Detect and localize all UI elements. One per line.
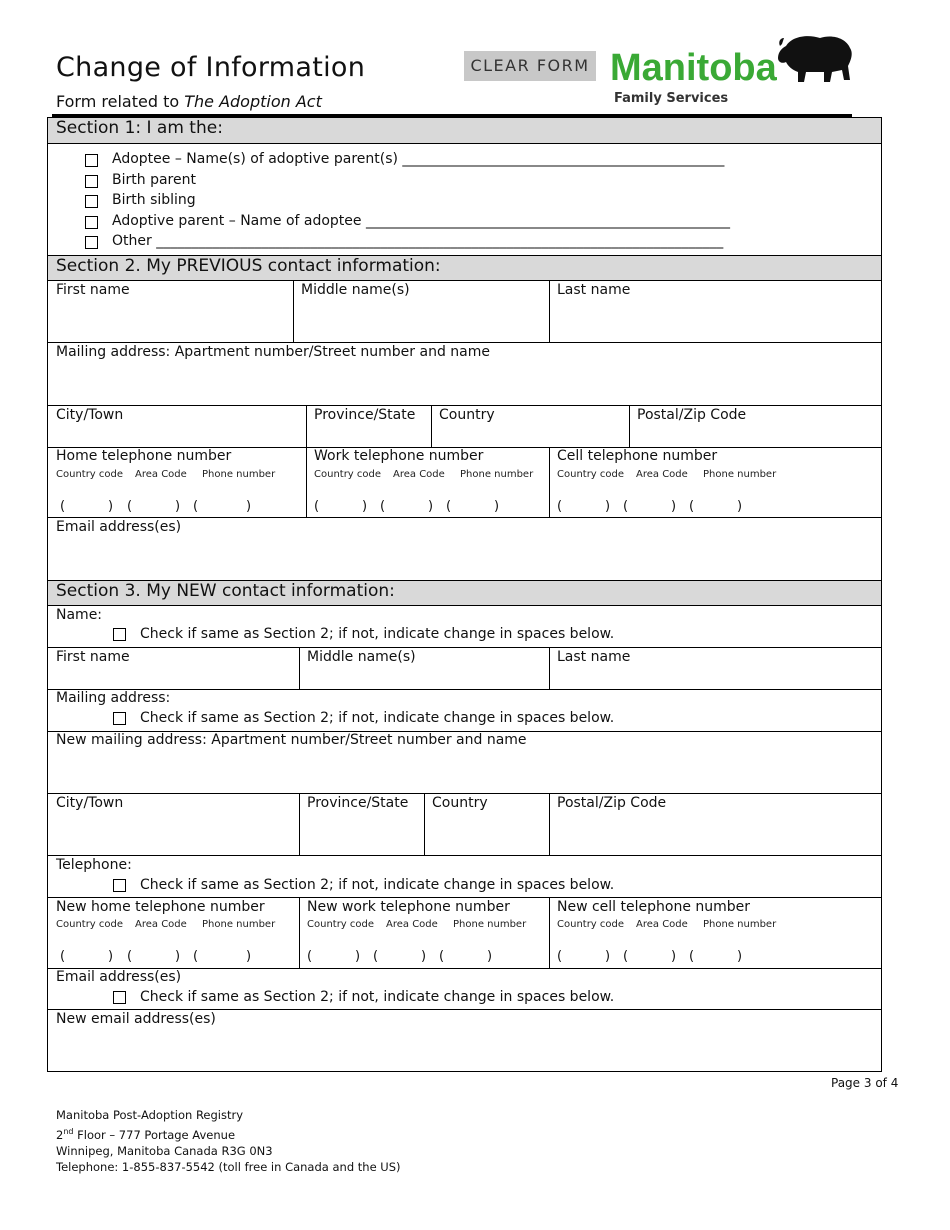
- form-table: Section 1: I am the: Adoptee – Name(s) of adoptive parent(s) ______________________________________________ Birth parent Birth sibling Adoptive parent – Name of adoptee ____________________________________________________ Other _________________________________________________________________________________ Section 2. My PREVIOUS contact information: First name Middle name(s) Last name Mailing address: Apartment number/Street number and name City/Town Province/State Country Postal/Zip Code Home telephone number Country code Area Code Phone number ( ) ( ) ( ) Work telephone number Country code Area Code Phone number ( ) ( ) ( ) Cell telephone number Country code Area Code Phone number ( ) ( ) ( ) Email address(es) Section 3. My NEW contact information: Name: Check if same as Section 2; if not, indicate change in spaces below. First name Middle name(s) Last name Mailing address: Check if same as Section 2; if not, indicate change in spaces below. New mailing address: Apartment number/Street number and name City/Town Province/State Country Postal/Zip Code Telephone: Check if same as Section 2; if not, indicate change in spaces below. New home telephone number Country code Area Code Phone number ( ) ( ) ( ) New work telephone number Country code Area Code Phone number ( ) ( ) ( ) New cell telephone number Country code Area Code Phone number ( ) ( ) ( ) Email address(es) Check if same as Section 2; if not, indicate change in spaces below. New email address(es): [47, 117, 882, 1072]
- new-email-label: New email address(es): [56, 1011, 216, 1027]
- new-email-section-label: Email address(es): [56, 969, 182, 985]
- form-subtitle: Form related to The Adoption Act: [56, 92, 322, 111]
- adoptee-checkbox[interactable]: [85, 154, 98, 167]
- area-code-label: Area Code: [135, 469, 187, 480]
- same-name-text: Check if same as Section 2; if not, indicate change in spaces below.: [140, 626, 615, 642]
- option-birth-parent: Birth parent: [112, 172, 196, 188]
- same-telephone-text: Check if same as Section 2; if not, indicate change in spaces below.: [140, 877, 615, 893]
- prev-email-label: Email address(es): [56, 519, 182, 535]
- phone-number-label: Phone number: [202, 469, 276, 480]
- footer-street: 2nd Floor – 777 Portage Avenue: [56, 1126, 236, 1142]
- prev-postal-label: Postal/Zip Code: [637, 407, 747, 423]
- clear-form-button[interactable]: CLEAR FORM: [464, 51, 596, 81]
- section1-heading: Section 1: I am the:: [48, 118, 881, 144]
- footer-registry: Manitoba Post-Adoption Registry: [56, 1108, 244, 1122]
- option-other: Other _________________________________________________________________________________: [112, 233, 724, 249]
- page-title: Change of Information: [56, 52, 366, 83]
- same-email-text: Check if same as Section 2; if not, indicate change in spaces below.: [140, 989, 615, 1005]
- adoptive-parent-checkbox[interactable]: [85, 216, 98, 229]
- bison-icon: [778, 36, 852, 82]
- same-mailing-text: Check if same as Section 2; if not, indicate change in spaces below.: [140, 710, 615, 726]
- footer-city: Winnipeg, Manitoba Canada R3G 0N3: [56, 1143, 273, 1158]
- option-birth-sibling: Birth sibling: [112, 192, 196, 208]
- new-postal-label: Postal/Zip Code: [557, 795, 667, 811]
- manitoba-logo: [610, 32, 860, 112]
- prev-middle-name-label: Middle name(s): [301, 282, 410, 298]
- new-last-name-label: Last name: [557, 649, 631, 665]
- option-adoptive-parent: Adoptive parent – Name of adoptee ____________________________________________________: [112, 213, 730, 229]
- new-telephone-label: Telephone:: [56, 857, 132, 873]
- new-province-label: Province/State: [307, 795, 409, 811]
- footer-address: [56, 1107, 401, 1176]
- same-email-checkbox[interactable]: [113, 991, 126, 1004]
- new-work-phone-label: New work telephone number: [307, 899, 510, 915]
- new-home-phone-label: New home telephone number: [56, 899, 265, 915]
- act-name: The Adoption Act: [184, 92, 322, 111]
- option-adoptee: Adoptee – Name(s) of adoptive parent(s) ______________________________________________: [112, 151, 725, 167]
- page-number: Page 3 of 4: [831, 1076, 899, 1090]
- new-country-label: Country: [432, 795, 488, 811]
- birth-sibling-checkbox[interactable]: [85, 195, 98, 208]
- prev-mailing-address-label: Mailing address: Apartment number/Street number and name: [56, 344, 490, 360]
- prev-home-phone-label: Home telephone number: [56, 448, 232, 464]
- same-mailing-checkbox[interactable]: [113, 712, 126, 725]
- prev-country-label: Country: [439, 407, 495, 423]
- logo-dept: Family Services: [614, 91, 729, 106]
- birth-parent-checkbox[interactable]: [85, 175, 98, 188]
- prev-first-name-label: First name: [56, 282, 130, 298]
- section3-heading: Section 3. My NEW contact information:: [48, 580, 881, 606]
- new-mailing-address-label: New mailing address: Apartment number/Street number and name: [56, 732, 527, 748]
- logo-wordmark: Manitoba: [610, 47, 777, 89]
- prev-province-label: Province/State: [314, 407, 416, 423]
- new-first-name-label: First name: [56, 649, 130, 665]
- new-name-label: Name:: [56, 607, 103, 623]
- same-name-checkbox[interactable]: [113, 628, 126, 641]
- prev-cell-phone-label: Cell telephone number: [557, 448, 718, 464]
- section2-heading: Section 2. My PREVIOUS contact information:: [48, 255, 881, 281]
- other-checkbox[interactable]: [85, 236, 98, 249]
- new-mailing-label: Mailing address:: [56, 690, 171, 706]
- new-middle-name-label: Middle name(s): [307, 649, 416, 665]
- footer-phone: Telephone: 1-855-837-5542 (toll free in Canada and the US): [56, 1160, 401, 1175]
- prev-city-label: City/Town: [56, 407, 124, 423]
- prev-last-name-label: Last name: [557, 282, 631, 298]
- prev-work-phone-label: Work telephone number: [314, 448, 484, 464]
- new-cell-phone-label: New cell telephone number: [557, 899, 751, 915]
- same-telephone-checkbox[interactable]: [113, 879, 126, 892]
- new-city-label: City/Town: [56, 795, 124, 811]
- country-code-label: Country code: [56, 469, 124, 480]
